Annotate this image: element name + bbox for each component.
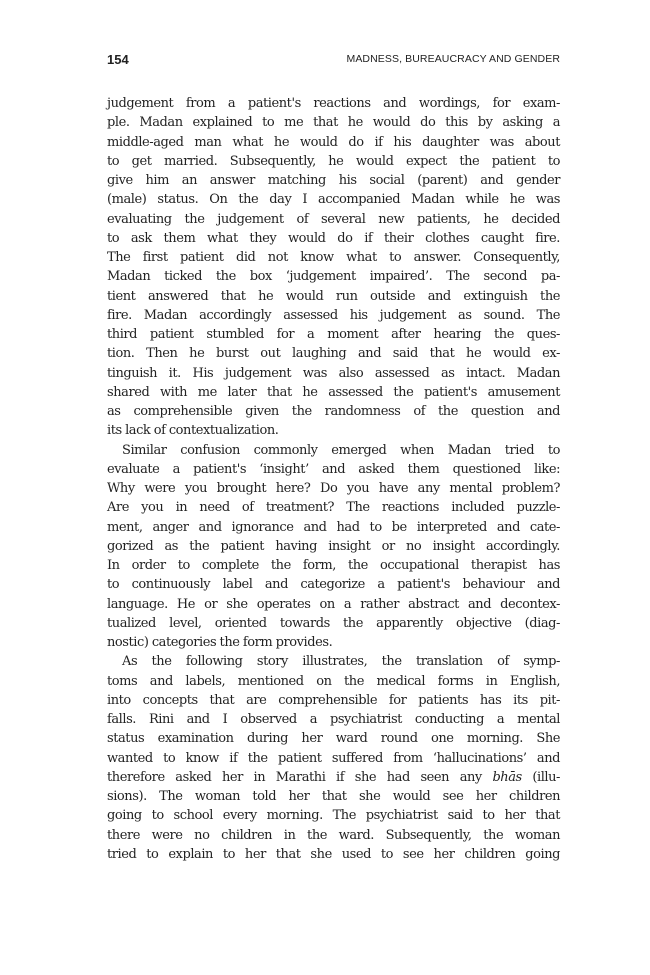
text-line: into concepts that are comprehensible for patients has its pit-: [107, 692, 560, 708]
italic-term: bhās: [492, 769, 522, 785]
text-line: status examination during her ward round one morning. She: [107, 731, 560, 747]
text-line: there were no children in the ward. Subsequently, the woman: [107, 827, 560, 843]
text-line: ple. Madan explained to me that he would do this by asking a: [107, 115, 560, 131]
text-line: As the following story illustrates, the translation of symp-: [122, 654, 560, 670]
text-line: its lack of contextualization.: [107, 423, 279, 439]
text-line: shared with me later that he assessed the patient's amusement: [107, 384, 560, 400]
text-line: to get married. Subsequently, he would expect the patient to: [107, 153, 560, 169]
text-line: Similar confusion commonly emerged when Madan tried to: [122, 442, 560, 458]
body-text: [107, 94, 560, 864]
text-segment: therefore asked her in Marathi if she had seen any: [107, 769, 493, 785]
text-line: to continuously label and categorize a patient's behaviour and: [107, 577, 560, 593]
text-line: nostic) categories the form provides.: [107, 635, 333, 650]
text-line: evaluating the judgement of several new patients, he decided: [107, 211, 560, 227]
text-line: toms and labels, mentioned on the medical forms in English,: [107, 673, 560, 689]
text-line: give him an answer matching his social (parent) and gender: [107, 173, 560, 188]
text-line: tualized level, oriented towards the apparently objective (diag-: [107, 615, 560, 631]
text-line: falls. Rini and I observed a psychiatrist conducting a mental: [107, 712, 560, 727]
text-line: tinguish it. His judgement was also assessed as intact. Madan: [107, 365, 560, 381]
page-number: 154: [107, 52, 129, 67]
text-line: ment, anger and ignorance and had to be interpreted and cate-: [107, 519, 560, 535]
text-line: fire. Madan accordingly assessed his judgement as sound. The: [107, 307, 560, 323]
paragraph-2: [107, 441, 560, 653]
text-line-with-italic: [107, 768, 560, 787]
text-line: sions). The woman told her that she would see her children: [107, 789, 560, 804]
text-line: evaluate a patient's ‘insight’ and asked them questioned like:: [107, 461, 560, 477]
text-line: tried to explain to her that she used to see her children going: [107, 846, 560, 862]
text-line: tient answered that he would run outside and extinguish the: [107, 288, 560, 304]
paragraph-3: [107, 652, 560, 864]
text-line: Are you in need of treatment? The reactions included puzzle-: [107, 500, 560, 516]
text-line: language. He or she operates on a rather abstract and decontex-: [107, 596, 560, 612]
text-line: tion. Then he burst out laughing and said that he would ex-: [107, 346, 560, 362]
paragraph-1: [107, 94, 560, 441]
text-line: Why were you brought here? Do you have any mental problem?: [107, 481, 560, 496]
running-title: MADNESS, BUREAUCRACY AND GENDER: [346, 53, 560, 65]
text-line: going to school every morning. The psychiatrist said to her that: [107, 808, 560, 824]
text-line: wanted to know if the patient suffered from ‘hallucinations’ and: [107, 750, 560, 766]
text-line: In order to complete the form, the occupational therapist has: [107, 558, 560, 573]
text-line: middle-aged man what he would do if his daughter was about: [107, 134, 560, 150]
text-line: as comprehensible given the randomness of the question and: [107, 404, 560, 419]
text-line: gorized as the patient having insight or no insight accordingly.: [107, 538, 560, 554]
text-line: Madan ticked the box ‘judgement impaired’. The second pa-: [107, 269, 560, 285]
text-line: to ask them what they would do if their clothes caught fire.: [107, 230, 560, 246]
text-line: third patient stumbled for a moment after hearing the ques-: [107, 327, 560, 342]
text-line: judgement from a patient's reactions and wordings, for exam-: [107, 96, 560, 111]
text-line: (male) status. On the day I accompanied Madan while he was: [107, 192, 560, 208]
text-line: The first patient did not know what to answer. Consequently,: [107, 250, 560, 265]
running-head: [107, 52, 560, 72]
text-segment: (illu-: [521, 769, 560, 785]
